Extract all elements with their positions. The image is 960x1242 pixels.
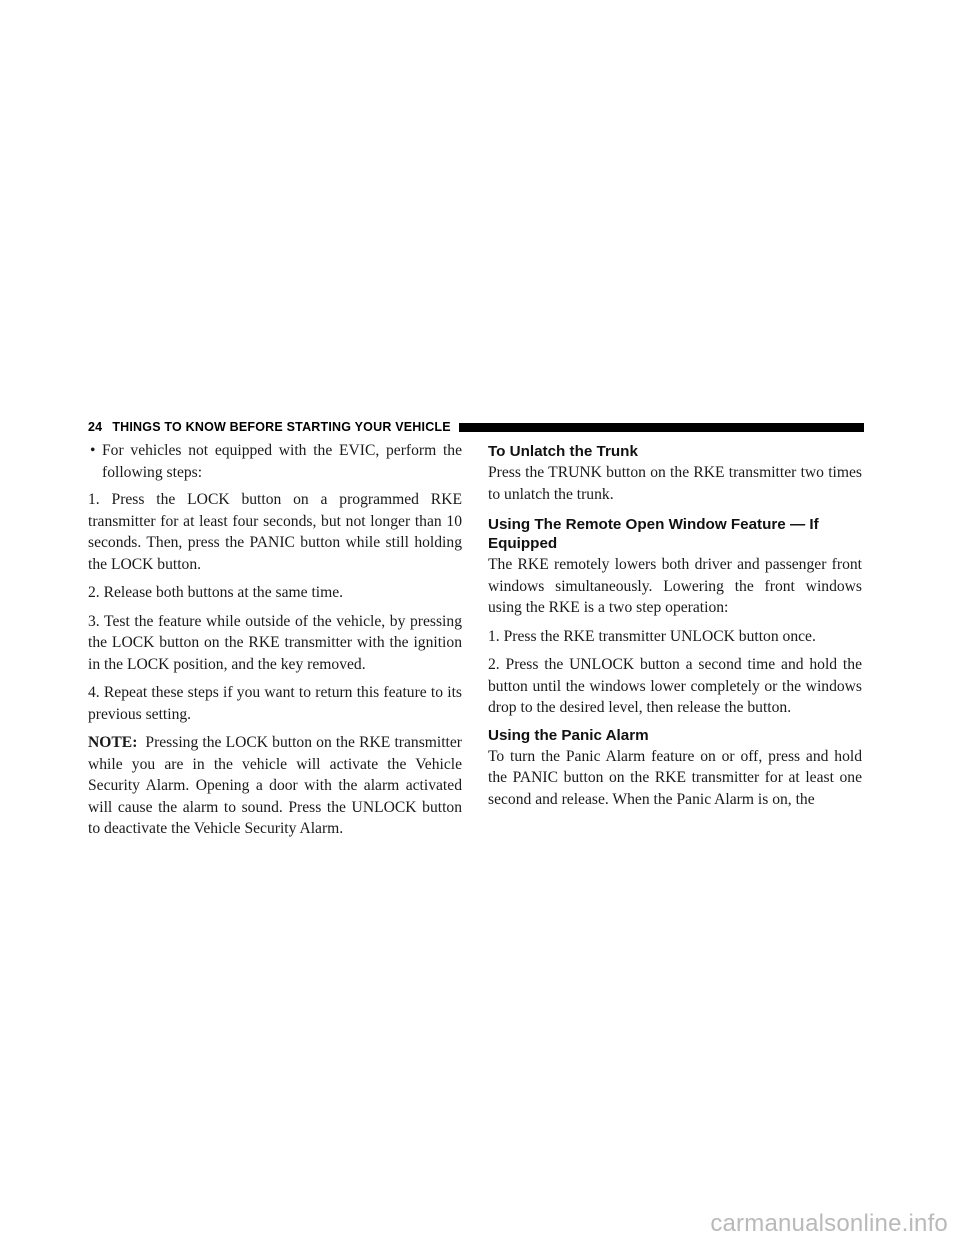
window-step-1: 1. Press the RKE transmitter UNLOCK button once. <box>488 627 816 645</box>
trunk-text: Press the TRUNK button on the RKE transmitter two times to unlatch the trunk. <box>488 464 862 503</box>
page-number: 24 <box>88 420 103 434</box>
left-column <box>88 440 462 847</box>
bullet-item <box>88 440 462 483</box>
chapter-title: THINGS TO KNOW BEFORE STARTING YOUR VEHICLE <box>112 420 451 434</box>
window-heading: Using The Remote Open Window Feature — If Equipped <box>488 516 819 552</box>
trunk-heading: To Unlatch the Trunk <box>488 443 638 460</box>
panic-text: To turn the Panic Alarm feature on or off, press and hold the PANIC button on the RKE transmitter for at least one second and release. When the Panic Alarm is on, the <box>488 747 862 808</box>
bullet-text: For vehicles not equipped with the EVIC, perform the following steps: <box>102 442 462 481</box>
watermark: carmanualsonline.info <box>710 1210 948 1237</box>
window-step-2: 2. Press the UNLOCK button a second time and hold the button until the windows lower completely or the windows drop to the desired level, then release the button. <box>488 656 862 716</box>
right-column <box>488 440 862 817</box>
step-4: 4. Repeat these steps if you want to return this feature to its previous setting. <box>88 684 462 723</box>
step-1: 1. Press the LOCK button on a programmed RKE transmitter for at least four seconds, but not longer than 10 seconds. Then, press the PANIC button while still holding the LOCK button. <box>88 491 462 573</box>
note-text: Pressing the LOCK button on the RKE transmitter while you are in the vehicle will activate the Vehicle Security Alarm. Opening a door with the alarm activated will cause the alarm to sound. Press the UNLOCK button to deactivate the Vehicle Security Alarm. <box>88 734 462 837</box>
window-text: The RKE remotely lowers both driver and passenger front windows simultaneously. Lowering the front windows using the RKE is a two step operation: <box>488 556 862 616</box>
step-2: 2. Release both buttons at the same time. <box>88 584 344 601</box>
header-rule <box>459 423 864 432</box>
note-label: NOTE: <box>88 734 138 751</box>
step-3: 3. Test the feature while outside of the vehicle, by pressing the LOCK button on the RKE transmitter with the ignition in the LOCK position, and the key removed. <box>88 612 462 673</box>
panic-heading: Using the Panic Alarm <box>488 726 649 744</box>
running-header <box>88 420 451 434</box>
note-paragraph <box>88 732 462 840</box>
bullet-icon: • <box>90 442 96 459</box>
page-header <box>88 416 864 438</box>
